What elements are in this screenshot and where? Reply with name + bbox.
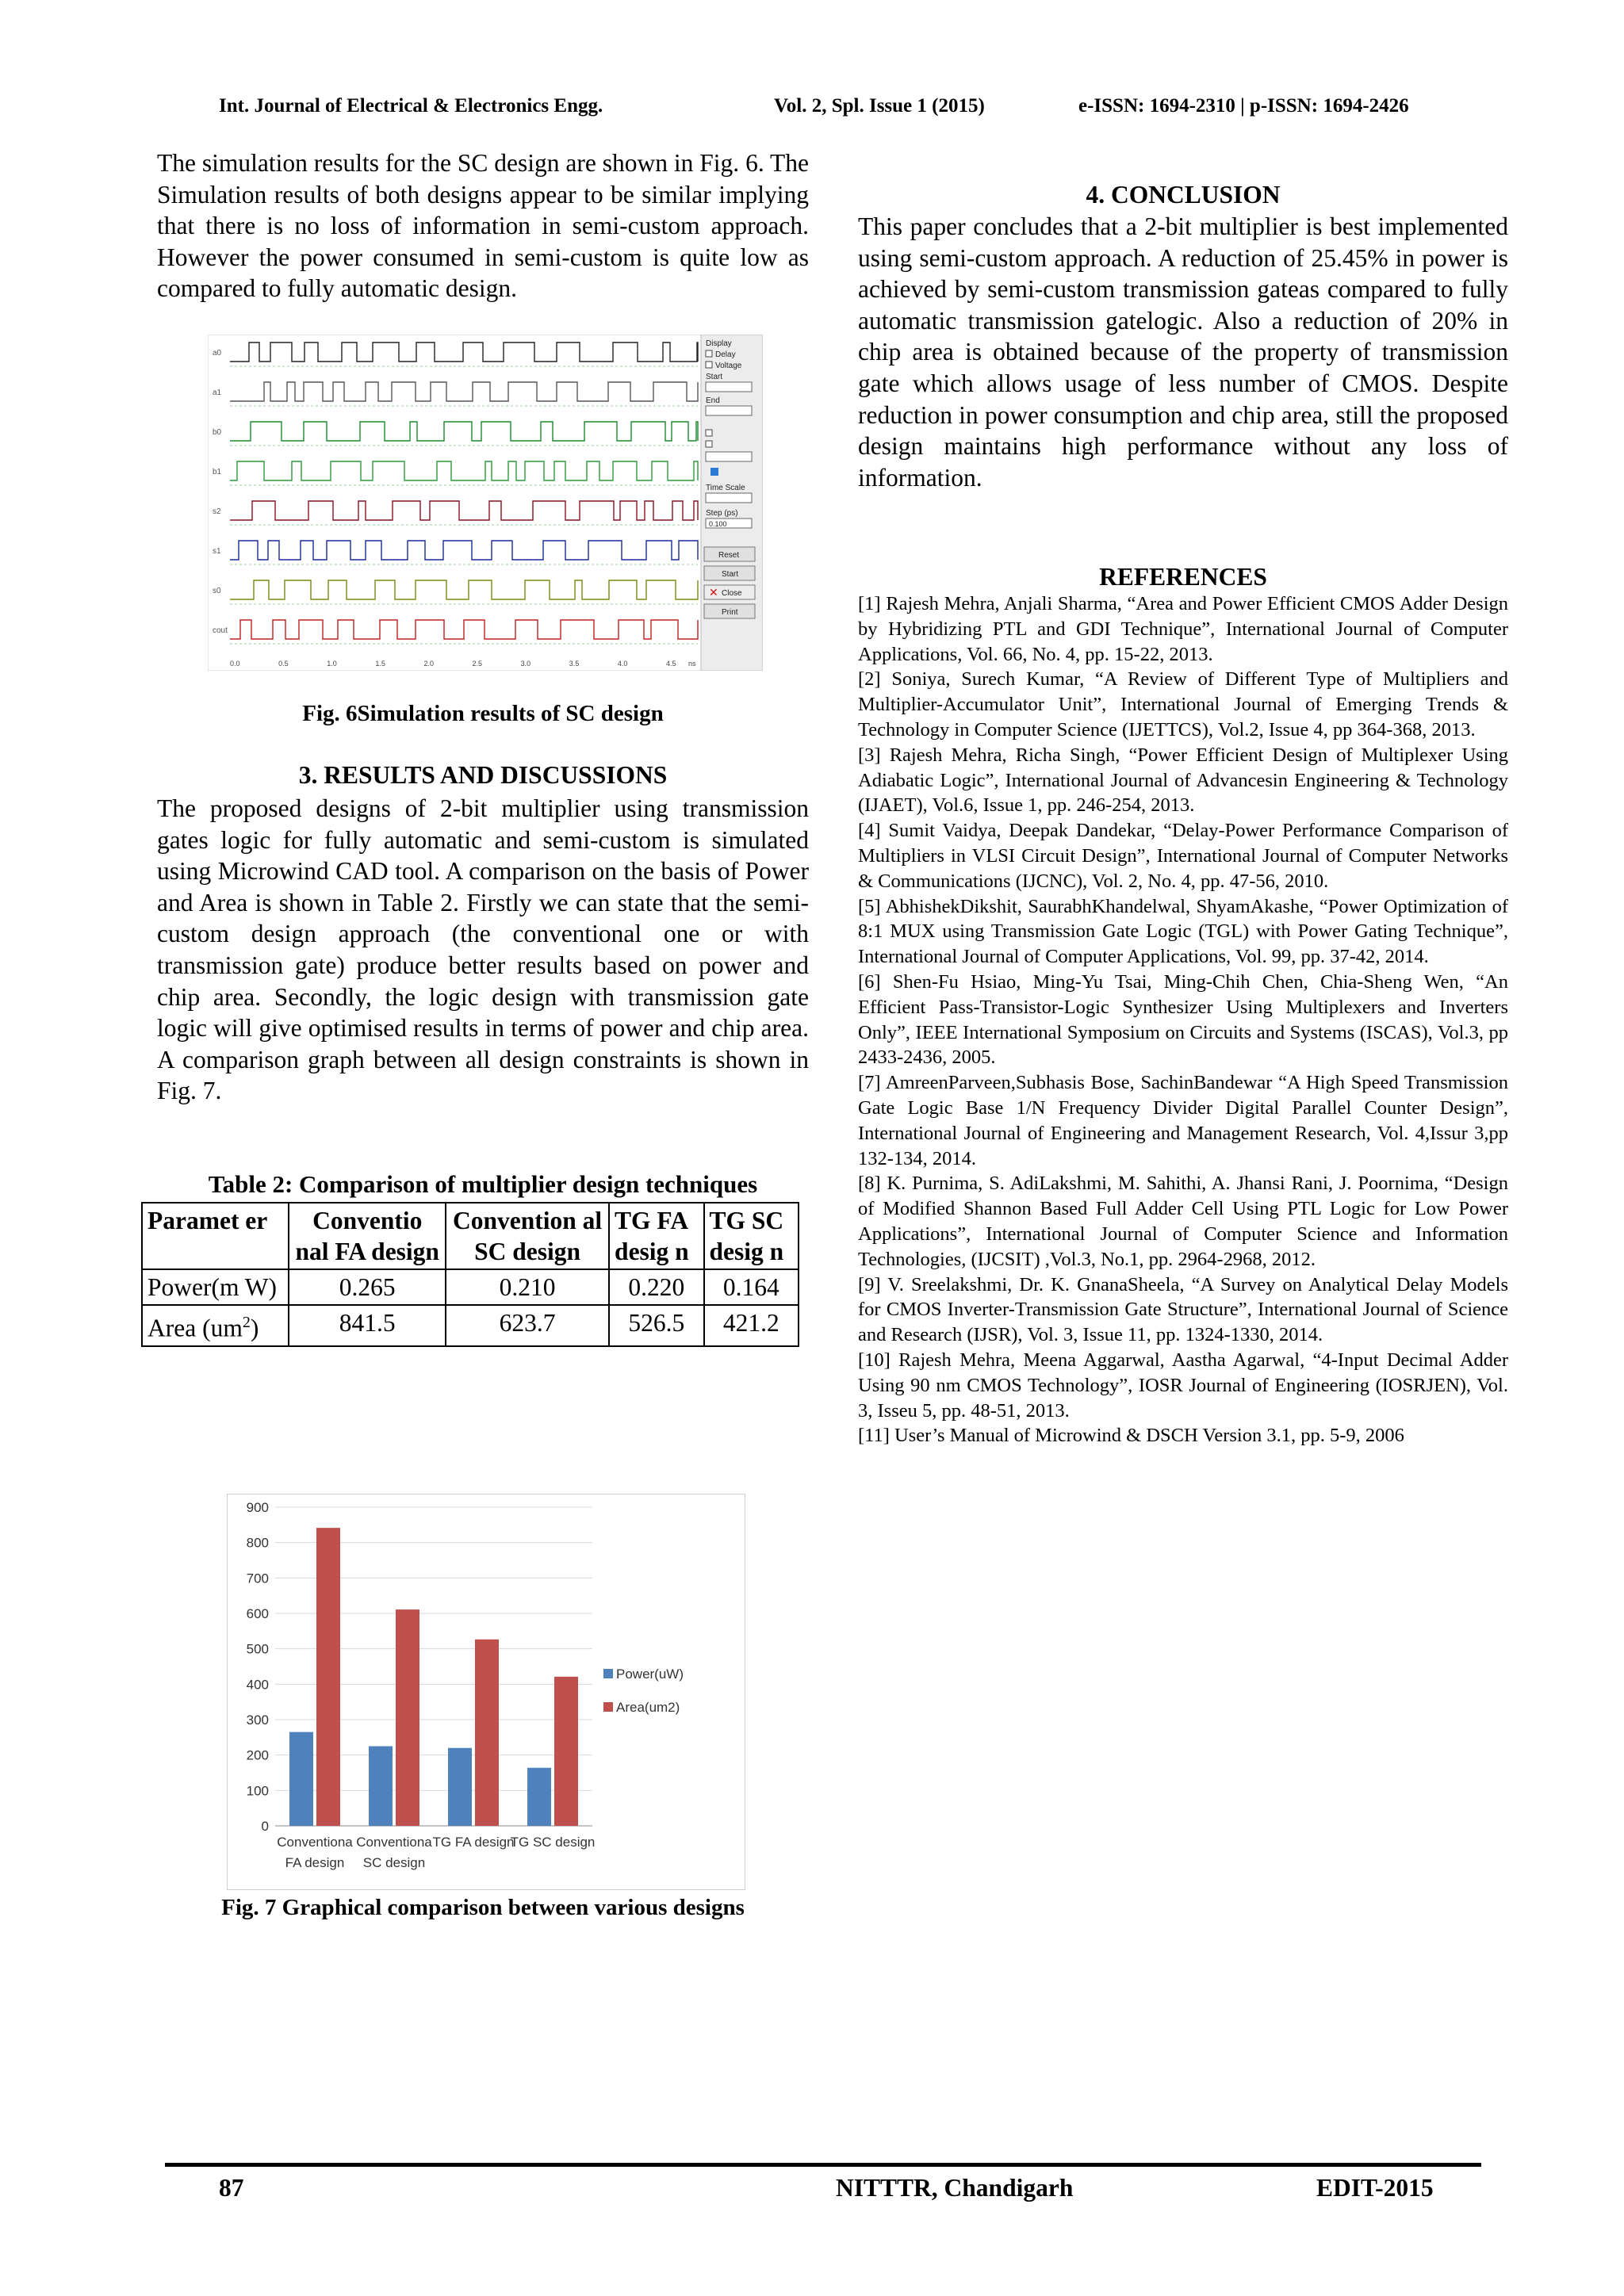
table-cell: 421.2 [704,1305,799,1346]
legend-swatch [603,1669,613,1678]
bar-power [448,1748,472,1826]
legend-label: Area(um2) [616,1700,680,1715]
legend-swatch [603,1702,613,1712]
table-cell: 0.265 [289,1269,446,1305]
y-tick-label: 600 [246,1606,269,1621]
references-heading: REFERENCES [1099,563,1267,591]
x-tick-label: TG FA design [432,1835,515,1850]
reference-item: [9] V. Sreelakshmi, Dr. K. GnanaSheela, “A Survey on Analytical Delay Models for CMOS Inverter-Transmission Gate Structure”, International Journal of Science and Research (IJSR), Vol. 3, Issue 11, pp. 1324-1330, 2014. [858,1273,1508,1346]
reference-item: [3] Rajesh Mehra, Richa Singh, “Power Efficient Design of Multiplexer Using Adiabatic Logic”, International Journal of Advancesin Engineering & Technology (IJAET), Vol.6, Issue 1, pp. 246-254, 2013. [858,744,1508,817]
option-checkbox-2[interactable] [706,441,712,447]
time-tick-label: 4.5 [666,660,676,668]
x-tick-label: FA design [285,1855,345,1870]
running-header-issn: e-ISSN: 1694-2310 | p-ISSN: 1694-2426 [1078,95,1409,117]
reference-item: [5] AbhishekDikshit, SaurabhKhandelwal, ShyamAkashe, “Power Optimization of 8:1 MUX using Transmission Gate Logic (TGL) with Power Gating Technique”, International Journal of Computer Applications, Vol. 99, pp. 37-42, 2014. [858,895,1508,968]
time-tick-label: 0.5 [278,660,289,668]
table-header-cell: Convention al SC design [446,1203,609,1269]
signal-label: s0 [213,587,221,595]
panel-voltage-label: Voltage [715,362,742,370]
panel-step-label: Step (ps) [706,509,738,518]
y-tick-label: 400 [246,1677,269,1693]
time-tick-label: 2.0 [423,660,434,668]
signal-label: cout [213,626,228,635]
x-tick-label: SC design [362,1855,426,1870]
waveform-plot [208,335,763,671]
time-tick-label: 1.0 [327,660,337,668]
bar-area [316,1528,340,1826]
bar-area [396,1609,419,1826]
option-checkbox-1[interactable] [706,430,712,436]
table-header-row [142,1203,799,1269]
bar-power [369,1747,393,1827]
panel-display-label: Display [706,339,732,348]
reference-item: [1] Rajesh Mehra, Anjali Sharma, “Area and Power Efficient CMOS Adder Design by Hybridizing PTL and GDI Technique”, International Journal of Computer Applications, Vol. 66, No. 4, pp. 15-22, 2013. [858,593,1508,665]
voltage-checkbox[interactable] [706,362,712,368]
y-tick-label: 700 [246,1571,269,1586]
print-label: Print [722,608,738,617]
table-row-label: Power(m W) [142,1269,289,1305]
signal-label: s2 [213,507,221,516]
panel-time-scale-label: Time Scale [706,484,745,492]
fig6-caption: Fig. 6Simulation results of SC design [302,701,664,726]
signal-label: a1 [213,388,222,397]
table-row [142,1269,799,1305]
y-tick-label: 800 [246,1535,269,1551]
time-tick-label: 3.5 [569,660,580,668]
table-header-cell: TG SC desig n [704,1203,799,1269]
table-cell: 841.5 [289,1305,446,1346]
table-row-label: Area $(um^2)$ [142,1305,289,1346]
table-caption: Table 2: Comparison of multiplier design techniques [208,1170,758,1198]
footer-event: EDIT-2015 [1316,2174,1434,2202]
y-tick-label: 0 [261,1819,269,1834]
table-cell: 526.5 [609,1305,703,1346]
running-header-volume: Vol. 2, Spl. Issue 1 (2015) [774,95,985,117]
scale-icon [710,468,718,476]
x-tick-label: Conventiona [277,1835,353,1850]
signal-label: b1 [213,468,222,476]
fig7-caption: Fig. 7 Graphical comparison between various designs [221,1895,745,1920]
simulation-figure [208,335,763,671]
bar-power [289,1732,313,1826]
x-tick-label: TG SC design [510,1835,596,1850]
signal-label: b0 [213,428,222,437]
reference-item: [4] Sumit Vaidya, Deepak Dandekar, “Delay-Power Performance Comparison of Multipliers in VLSI Circuit Design”, International Journal of Computer Networks & Communications (IJCNC), Vol. 2, No. 4, pp. 47-56, 2010. [858,820,1508,892]
footer-rule [165,2163,1481,2167]
y-tick-label: 500 [246,1641,269,1657]
reset-label: Reset [718,551,740,560]
references-list [858,591,1508,1448]
time-tick-label: 3.0 [520,660,531,668]
running-header-journal: Int. Journal of Electrical & Electronics Engg. [219,95,603,117]
y-tick-label: 900 [246,1500,269,1515]
close-label: Close [722,589,742,598]
bar-area [475,1640,499,1826]
y-tick-label: 300 [246,1712,269,1728]
table-cell: 623.7 [446,1305,609,1346]
start-button-label: Start [722,570,739,579]
delay-checkbox[interactable] [706,350,712,357]
y-tick-label: 200 [246,1747,269,1763]
page-number: 87 [219,2174,244,2202]
time-tick-label: 2.5 [472,660,483,668]
reference-item: [2] Soniya, Surech Kumar, “A Review of Different Type of Multipliers and Multiplier-Accumulator Unit”, International Journal of Emerging Trends & Technology in Computer Science (IJETTCS), Vol.2, Issue 4, pp 364-368, 2013. [858,668,1508,740]
x-tick-label: Conventiona [356,1835,432,1850]
table-cell: 0.164 [704,1269,799,1305]
reference-item: [11] User’s Manual of Microwind & DSCH Version 3.1, pp. 5-9, 2006 [858,1425,1404,1447]
conclusion-paragraph: This paper concludes that a 2-bit multiplier is best implemented using semi-custom approach. A reduction of 25.45% in power is achieved by semi-custom transmission gateas compared to fully automatic transmission gatelogic. Also a reduction of 20% in chip area is obtained because of the property of transmission gate which allows usage of less number of CMOS. Despite reduction in power consumption and chip area, still the proposed design maintains high performance without any loss of information. [858,212,1508,492]
table-row [142,1305,799,1346]
intro-paragraph: The simulation results for the SC design are shown in Fig. 6. The Simulation results of both designs appear to be similar implying that there is no loss of information in semi-custom approach. However the power consumed in semi-custom is quite low as compared to fully automatic design. [157,149,809,303]
end-signal-select[interactable] [706,406,752,415]
bar-chart [228,1494,745,1889]
y-tick-label: 100 [246,1783,269,1799]
reference-item: [7] AmreenParveen,Subhasis Bose, SachinBandewar “A High Speed Transmission Gate Logic Base 1/N Frequency Divider Digital Parallel Counter Design”, International Journal of Engineering and Management Research, Vol. 4,Issur 3,pp 132-134, 2014. [858,1072,1508,1169]
step-value: 0.100 [709,520,727,528]
time-unit-label: ns [688,660,696,668]
footer-organization: NITTTR, Chandigarh [836,2174,1074,2202]
table-header-cell: TG FA desig n [609,1203,703,1269]
time-tick-label: 1.5 [375,660,385,668]
table-header-cell: Conventio nal FA design [289,1203,446,1269]
time-tick-label: 4.0 [617,660,628,668]
reference-item: [6] Shen-Fu Hsiao, Ming-Yu Tsai, Ming-Chih Chen, Chia-Sheng Wen, “An Efficient Pass-Transistor-Logic Synthesizer Using Multiplexers and Inverters Only”, IEEE International Symposium on Circuits and Systems (ISCAS), Vol.3, pp 2433-2436, 2005. [858,970,1508,1069]
time-tick-label: 0.0 [230,660,240,668]
legend-label: Power(uW) [616,1667,684,1682]
time-scale-select[interactable] [706,493,752,503]
comparison-chart [227,1494,745,1890]
comparison-table [141,1202,799,1347]
bar-power [527,1768,551,1826]
signal-label: s1 [213,547,221,556]
table-cell: 0.220 [609,1269,703,1305]
reference-item: [10] Rajesh Mehra, Meena Aggarwal, Aastha Agarwal, “4-Input Decimal Adder Using 90 nm CMOS Technology”, IOSR Journal of Engineering (IOSRJEN), Vol. 3, Isseu 5, pp. 48-51, 2013. [858,1349,1508,1422]
signal-label: a0 [213,349,222,358]
conclusion-heading: 4. CONCLUSION [1086,181,1281,209]
close-icon: ✕ [709,586,718,599]
table-cell: 0.210 [446,1269,609,1305]
panel-start-label: Start [706,373,723,381]
table-header-cell: Paramet er [142,1203,289,1269]
results-heading: 3. RESULTS AND DISCUSSIONS [298,761,668,789]
results-paragraph: The proposed designs of 2-bit multiplier using transmission gates logic for fully automatic and semi-custom is simulated using Microwind CAD tool. A comparison on the basis of Power and Area is shown in Table 2. Firstly we can state that the semi-custom design approach (the conventional one or with transmission gate) produce better results based on power and chip area. Secondly, the logic design with transmission gate logic will give optimised results in terms of power and chip area. A comparison graph between all design constraints is shown in Fig. 7. [157,794,809,1105]
start-signal-select[interactable] [706,382,752,392]
option-select[interactable] [706,452,752,461]
bar-area [554,1677,578,1826]
reference-item: [8] K. Purnima, S. AdiLakshmi, M. Sahithi, A. Jhansi Rani, J. Poornima, “Design of Modified Shannon Based Full Adder Cell Using PTL Logic for Low Power Applications”, International Journal of Computer Science and Information Technologies, (IJCSIT) ,Vol.3, No.1, pp. 2964-2968, 2012. [858,1173,1508,1270]
panel-delay-label: Delay [715,350,736,359]
panel-end-label: End [706,396,720,405]
